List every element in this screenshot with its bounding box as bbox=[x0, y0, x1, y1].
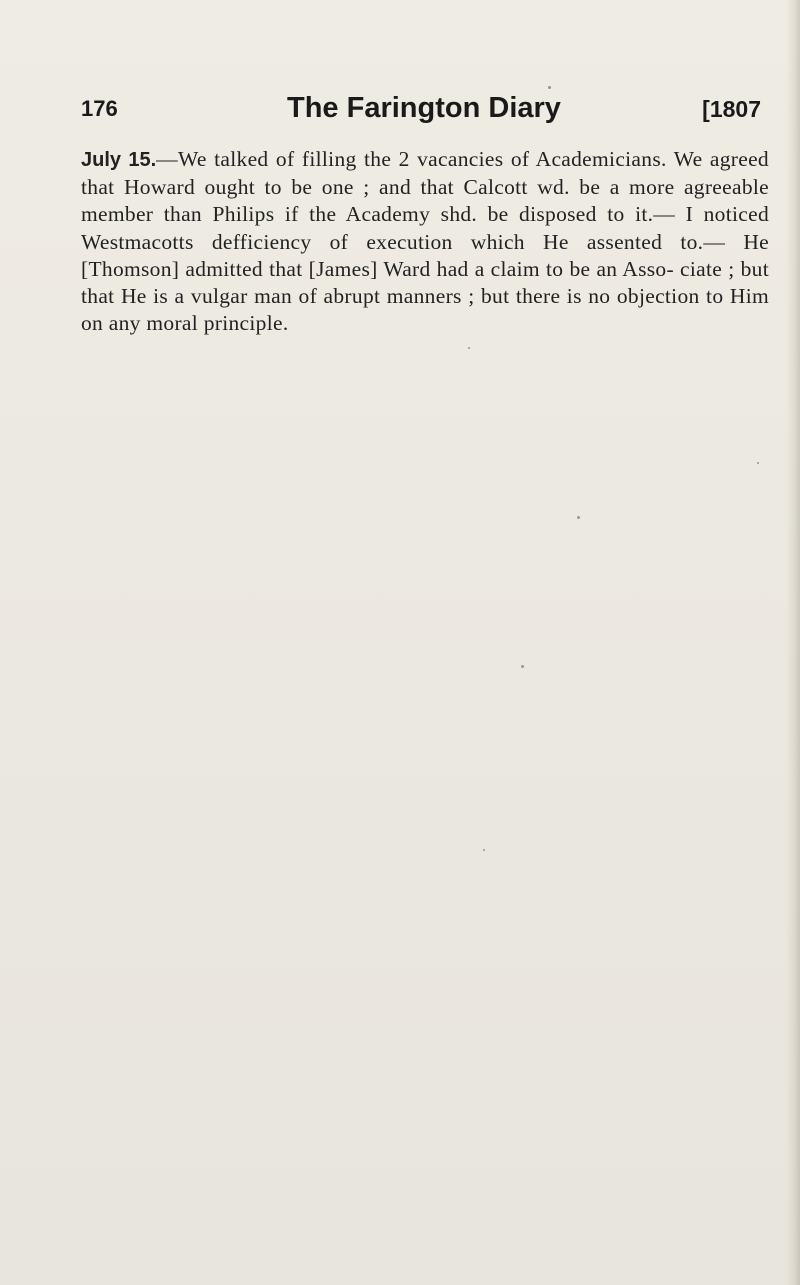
year-marker: [1807 bbox=[702, 96, 761, 122]
page-edge-shadow bbox=[786, 0, 800, 1285]
diary-entry bbox=[81, 146, 769, 337]
entry-date: July 15. bbox=[81, 149, 157, 171]
paper-speck bbox=[548, 86, 551, 89]
entry-text: —We talked of filling the 2 vacancies of Academicians. We agreed that Howard ought to be one ; and that Calcott wd. be a more agreeable member than Philips if the Academy shd. be disposed to it.— I noticed Westmacotts defficiency of execution which He assented to.— He [Thomson] admitted that [James] Ward had a claim to be an Asso- ciate ; but that He is a vulgar man of abrupt manners ; but there is no objection to Him on any moral principle. bbox=[81, 147, 769, 336]
paper-speck bbox=[521, 665, 524, 668]
paper-speck bbox=[577, 516, 580, 519]
running-title: The Farington Diary bbox=[287, 92, 561, 124]
page-header bbox=[81, 92, 761, 132]
paper-speck bbox=[757, 462, 759, 464]
paper-speck bbox=[483, 849, 485, 851]
paper-speck bbox=[468, 347, 470, 349]
page-number: 176 bbox=[81, 96, 118, 121]
